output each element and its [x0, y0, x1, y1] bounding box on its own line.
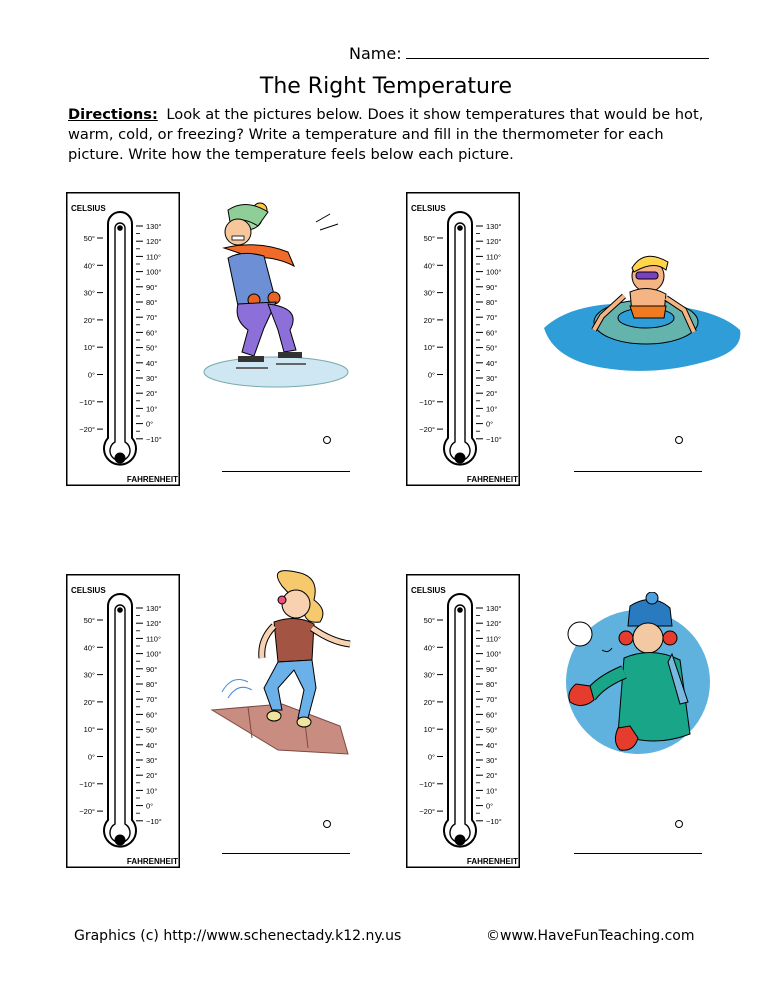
celsius-tick-label: 50° [423, 616, 435, 625]
fahrenheit-tick-label: 30° [486, 756, 498, 765]
celsius-tick-label: −10° [79, 779, 95, 789]
celsius-tick-label: 0° [427, 752, 435, 762]
directions [68, 105, 718, 165]
celsius-tick-label: 50° [83, 616, 95, 625]
footer-copyright: ©www.HaveFunTeaching.com [486, 928, 695, 944]
fahrenheit-tick-label: 100° [146, 649, 162, 659]
fahrenheit-tick-label: 20° [486, 771, 498, 781]
degree-symbol [323, 820, 331, 828]
fahrenheit-tick-label: 30° [146, 374, 158, 383]
fahrenheit-label: FAHRENHEIT [126, 857, 178, 866]
thermometer-bulb[interactable] [115, 453, 126, 464]
fahrenheit-tick-label: 130° [146, 222, 162, 231]
celsius-label: CELSIUS [411, 204, 446, 213]
fahrenheit-tick-label: 10° [486, 786, 498, 796]
fahrenheit-tick-label: 70° [146, 695, 158, 705]
fahrenheit-tick-label: 40° [486, 358, 498, 368]
celsius-tick-label: −20° [79, 425, 95, 435]
celsius-tick-label: −20° [79, 807, 95, 817]
fahrenheit-tick-label: 50° [146, 343, 158, 353]
celsius-tick-label: 0° [87, 752, 95, 762]
fahrenheit-tick-label: −10° [486, 434, 502, 444]
celsius-tick-label: 40° [423, 261, 435, 271]
directions-label: Directions: [68, 106, 158, 123]
fahrenheit-label: FAHRENHEIT [466, 857, 518, 866]
celsius-label: CELSIUS [71, 586, 106, 595]
fahrenheit-tick-label: 130° [486, 222, 502, 231]
name-field [349, 44, 709, 63]
answer-line[interactable] [222, 471, 350, 472]
fahrenheit-tick-label: 10° [146, 404, 158, 414]
celsius-tick-label: 10° [83, 725, 95, 735]
celsius-tick-label: −10° [419, 779, 435, 789]
celsius-tick-label: −10° [419, 397, 435, 407]
celsius-label: CELSIUS [71, 204, 106, 213]
fahrenheit-tick-label: −10° [486, 816, 502, 826]
fahrenheit-tick-label: 120° [486, 237, 502, 247]
fahrenheit-tick-label: 120° [146, 237, 162, 247]
fahrenheit-tick-label: 30° [486, 374, 498, 383]
page-title: The Right Temperature [259, 74, 513, 99]
celsius-tick-label: 10° [423, 343, 435, 353]
tube-top-dot [457, 225, 463, 231]
celsius-tick-label: 0° [87, 370, 95, 380]
answer-line[interactable] [574, 471, 702, 472]
tube-top-dot [117, 225, 123, 231]
thermometer [66, 574, 180, 868]
thermometer [66, 192, 180, 486]
degree-symbol [675, 436, 683, 444]
fahrenheit-tick-label: −10° [146, 816, 162, 826]
celsius-tick-label: 40° [83, 261, 95, 271]
ice-skater-picture [198, 200, 350, 390]
fahrenheit-tick-label: 120° [146, 619, 162, 629]
tube-top-dot [117, 607, 123, 613]
fahrenheit-tick-label: 90° [146, 664, 158, 674]
fahrenheit-tick-label: 80° [486, 298, 498, 307]
fahrenheit-tick-label: 60° [146, 710, 158, 720]
fahrenheit-tick-label: 20° [146, 771, 158, 781]
thermometer-bulb[interactable] [455, 453, 466, 464]
fahrenheit-tick-label: 90° [486, 664, 498, 674]
fahrenheit-tick-label: 0° [486, 419, 494, 429]
fahrenheit-tick-label: 60° [146, 328, 158, 338]
thermometer [406, 574, 520, 868]
answer-line[interactable] [574, 853, 702, 854]
celsius-tick-label: 50° [423, 234, 435, 243]
hopscotch-picture [208, 570, 368, 760]
fahrenheit-tick-label: 40° [486, 740, 498, 750]
fahrenheit-tick-label: 20° [146, 389, 158, 399]
fahrenheit-tick-label: 80° [146, 298, 158, 307]
fahrenheit-tick-label: 110° [486, 634, 501, 644]
fahrenheit-tick-label: 130° [486, 604, 502, 613]
fahrenheit-tick-label: 100° [486, 649, 502, 659]
answer-line[interactable] [222, 853, 350, 854]
fahrenheit-tick-label: 60° [486, 328, 498, 338]
fahrenheit-tick-label: 50° [486, 725, 498, 735]
celsius-tick-label: 50° [83, 234, 95, 243]
fahrenheit-tick-label: 20° [486, 389, 498, 399]
celsius-tick-label: 20° [423, 315, 435, 325]
fahrenheit-tick-label: 70° [486, 695, 498, 705]
fahrenheit-tick-label: 0° [486, 801, 494, 811]
fahrenheit-tick-label: 80° [146, 680, 158, 689]
fahrenheit-tick-label: 110° [146, 252, 161, 262]
fahrenheit-tick-label: 0° [146, 801, 154, 811]
fahrenheit-tick-label: 40° [146, 740, 158, 750]
tube-top-dot [457, 607, 463, 613]
fahrenheit-tick-label: 70° [146, 313, 158, 323]
fahrenheit-tick-label: 0° [146, 419, 154, 429]
fahrenheit-tick-label: 120° [486, 619, 502, 629]
fahrenheit-tick-label: 70° [486, 313, 498, 323]
celsius-tick-label: −10° [79, 397, 95, 407]
celsius-tick-label: 20° [423, 697, 435, 707]
snowball-kid-picture [560, 592, 710, 772]
celsius-tick-label: 20° [83, 697, 95, 707]
fahrenheit-label: FAHRENHEIT [466, 475, 518, 484]
celsius-label: CELSIUS [411, 586, 446, 595]
celsius-tick-label: 10° [83, 343, 95, 353]
degree-symbol [323, 436, 331, 444]
swimmer-picture [534, 248, 744, 380]
celsius-tick-label: −20° [419, 807, 435, 817]
fahrenheit-tick-label: 10° [486, 404, 498, 414]
fahrenheit-tick-label: 40° [146, 358, 158, 368]
fahrenheit-tick-label: 90° [146, 282, 158, 292]
fahrenheit-tick-label: −10° [146, 434, 162, 444]
thermometer [406, 192, 520, 486]
fahrenheit-tick-label: 80° [486, 680, 498, 689]
thermometer-bulb[interactable] [455, 835, 466, 846]
fahrenheit-tick-label: 60° [486, 710, 498, 720]
fahrenheit-tick-label: 100° [146, 267, 162, 277]
fahrenheit-tick-label: 50° [486, 343, 498, 353]
thermometer-bulb[interactable] [115, 835, 126, 846]
fahrenheit-tick-label: 10° [146, 786, 158, 796]
name-input-line[interactable] [406, 44, 709, 59]
celsius-tick-label: 30° [423, 288, 435, 298]
fahrenheit-tick-label: 50° [146, 725, 158, 735]
celsius-tick-label: 20° [83, 315, 95, 325]
fahrenheit-tick-label: 30° [146, 756, 158, 765]
degree-symbol [675, 820, 683, 828]
fahrenheit-label: FAHRENHEIT [126, 475, 178, 484]
fahrenheit-tick-label: 100° [486, 267, 502, 277]
celsius-tick-label: 30° [83, 670, 95, 680]
fahrenheit-tick-label: 110° [486, 252, 501, 262]
celsius-tick-label: 40° [83, 643, 95, 653]
celsius-tick-label: 40° [423, 643, 435, 653]
fahrenheit-tick-label: 90° [486, 282, 498, 292]
celsius-tick-label: −20° [419, 425, 435, 435]
directions-text: Look at the pictures below. Does it show temperatures that would be hot, warm, cold, or freezing? Write a temperature and fill in the thermometer for each picture. Write how the temperature feels below each picture. [68, 106, 704, 163]
fahrenheit-tick-label: 110° [146, 634, 161, 644]
footer-credit: Graphics (c) http://www.schenectady.k12.ny.us [74, 928, 402, 944]
fahrenheit-tick-label: 130° [146, 604, 162, 613]
name-label: Name: [349, 44, 402, 63]
celsius-tick-label: 30° [423, 670, 435, 680]
celsius-tick-label: 10° [423, 725, 435, 735]
celsius-tick-label: 0° [427, 370, 435, 380]
celsius-tick-label: 30° [83, 288, 95, 298]
